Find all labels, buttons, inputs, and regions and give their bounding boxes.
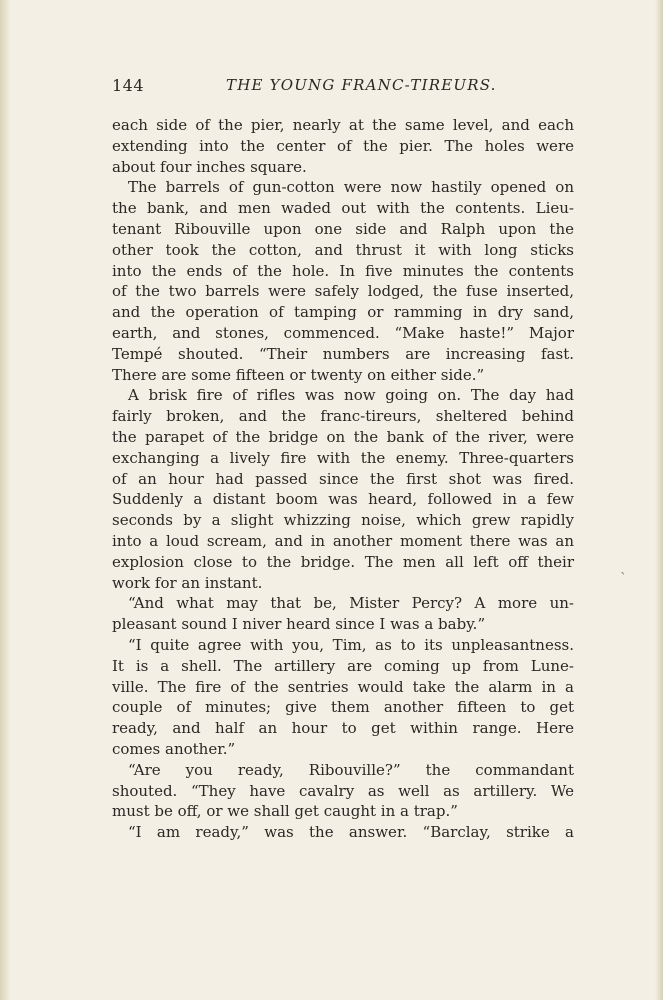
text-line: “Are you ready, Ribouville?” the commandant xyxy=(128,760,574,779)
text-line: into the ends of the hole. In five minutes the contents xyxy=(112,261,574,280)
text-line: and the operation of tamping or ramming in dry sand, xyxy=(112,303,574,322)
text-line: pleasant sound I niver heard since I was a baby.” xyxy=(112,615,486,634)
text-line: must be off, or we shall get caught in a trap.” xyxy=(112,802,458,821)
text-line: the bank, and men waded out with the contents. Lieu- xyxy=(112,199,574,218)
text-line: extending into the center of the pier. The holes were xyxy=(112,136,574,155)
text-line: ready, and half an hour to get within range. Here xyxy=(112,719,574,738)
text-line: explosion close to the bridge. The men all left off their xyxy=(112,552,574,571)
text-line: exchanging a lively fire with the enemy. Three-quarters xyxy=(112,448,574,467)
running-title: THE YOUNG FRANC-TIREURS. xyxy=(226,76,497,94)
page-gutter-shadow xyxy=(0,0,10,1000)
text-line: couple of minutes; give them another fifteen to get xyxy=(112,698,574,717)
text-line: other took the cotton, and thrust it with long sticks xyxy=(112,240,574,259)
page-number: 144 xyxy=(112,76,145,95)
text-line: seconds by a slight whizzing noise, which grew rapidly xyxy=(112,511,574,530)
text-line: Suddenly a distant boom was heard, followed in a few xyxy=(112,490,574,509)
text-line: A brisk fire of rifles was now going on. The day had xyxy=(128,386,574,405)
text-line: earth, and stones, commenced. “Make haste!” Major xyxy=(112,323,574,342)
text-line: fairly broken, and the franc-tireurs, sheltered behind xyxy=(112,407,574,426)
text-line: The barrels of gun-cotton were now hastily opened on xyxy=(128,178,574,197)
text-line: Tempé shouted. “Their numbers are increasing fast. xyxy=(112,344,574,363)
text-line: the parapet of the bridge on the bank of the river, were xyxy=(112,427,574,446)
text-line: ville. The fire of the sentries would take the alarm in a xyxy=(112,677,574,696)
page-edge-shadow xyxy=(655,0,663,1000)
text-line: “I quite agree with you, Tim, as to its unpleasantness. xyxy=(128,635,574,654)
text-line: shouted. “They have cavalry as well as artillery. We xyxy=(112,781,574,800)
book-page xyxy=(112,72,574,843)
stray-ink-mark: ` xyxy=(620,571,627,587)
text-line: There are some fifteen or twenty on either side.” xyxy=(112,365,485,384)
text-line: It is a shell. The artillery are coming up from Lune- xyxy=(112,656,574,675)
text-line: into a loud scream, and in another moment there was an xyxy=(112,531,574,550)
text-line: “And what may that be, Mister Percy? A more un- xyxy=(128,594,574,613)
body-text xyxy=(112,115,574,843)
text-line: tenant Ribouville upon one side and Ralph upon the xyxy=(112,219,574,238)
text-line: each side of the pier, nearly at the same level, and each xyxy=(112,116,574,134)
text-line: of the two barrels were safely lodged, the fuse inserted, xyxy=(112,282,574,301)
text-line: about four inches square. xyxy=(112,157,307,176)
running-header xyxy=(112,72,574,98)
text-line: of an hour had passed since the first shot was fired. xyxy=(112,469,574,488)
text-line: comes another.” xyxy=(112,739,236,758)
text-line: “I am ready,” was the answer. “Barclay, strike a xyxy=(128,823,574,842)
text-line: work for an instant. xyxy=(112,573,263,592)
